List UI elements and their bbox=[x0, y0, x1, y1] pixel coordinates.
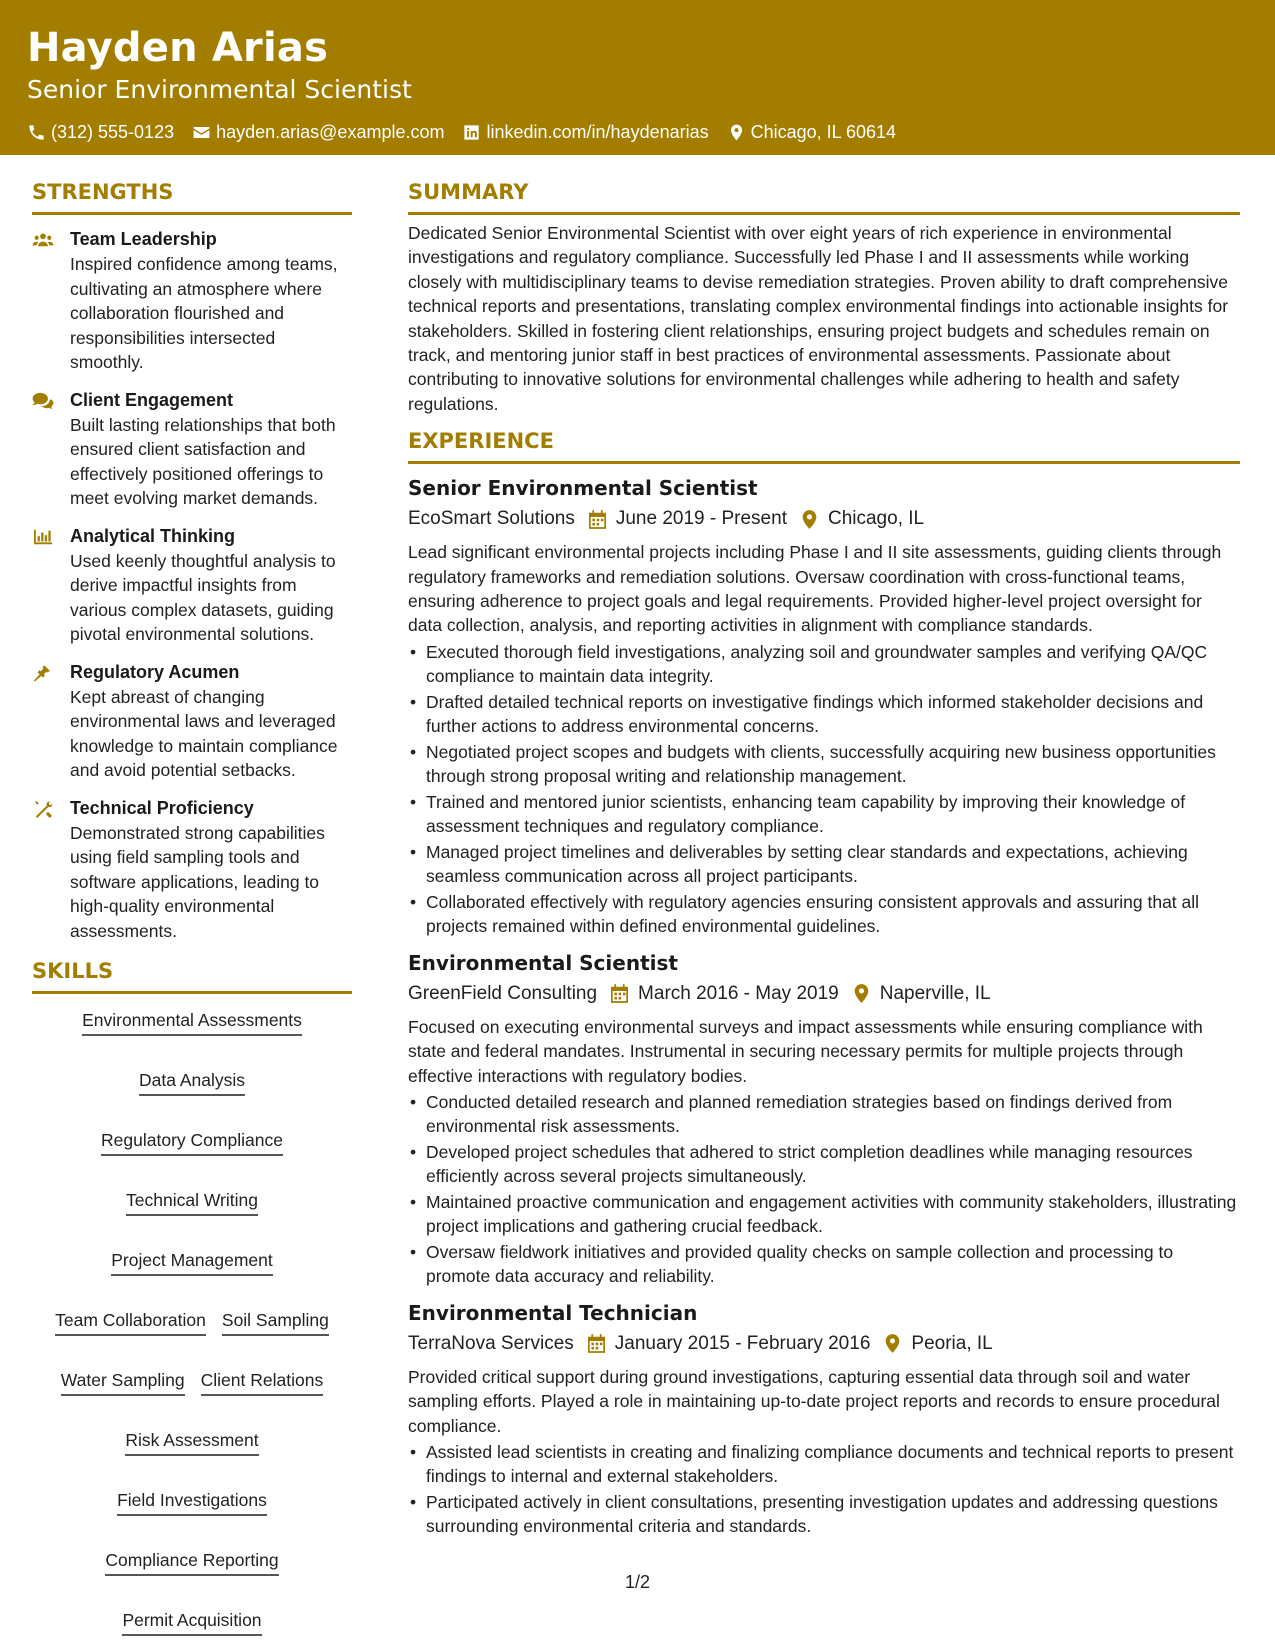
job-bullet: • Oversaw fieldwork initiatives and provided quality checks on sample collection and processing to promote data accuracy and reliability. bbox=[408, 1240, 1240, 1289]
job-dates: June 2019 - Present bbox=[615, 508, 787, 530]
job-entry bbox=[408, 949, 1240, 1289]
skill-tag: Data Analysis bbox=[139, 1068, 245, 1096]
strength-item bbox=[32, 524, 352, 647]
job-bullets bbox=[408, 640, 1240, 939]
strength-description: Used keenly thoughtful analysis to derive impactful insights from various complex datasets, guiding pivotal environmental solutions. bbox=[70, 550, 336, 644]
job-entry bbox=[408, 474, 1240, 938]
skill-tag: Client Relations bbox=[201, 1368, 324, 1396]
contact-bar bbox=[27, 122, 1248, 143]
candidate-headline: Senior Environmental Scientist bbox=[27, 75, 412, 104]
strength-item bbox=[32, 660, 352, 783]
job-bullet: • Trained and mentored junior scientists, enhancing team capability by improving their knowledge of assessment techniques and regulatory compliance. bbox=[408, 790, 1240, 839]
job-location: Peoria, IL bbox=[911, 1332, 993, 1354]
job-bullet: • Developed project schedules that adhered to strict completion deadlines while managing resources efficiently across several projects simultaneously. bbox=[408, 1140, 1240, 1189]
calendar-icon bbox=[611, 984, 628, 1003]
job-company: GreenField Consulting bbox=[408, 982, 598, 1004]
job-title: Environmental Scientist bbox=[408, 950, 678, 975]
skill-tag: Project Management bbox=[111, 1248, 272, 1276]
job-description: Lead significant environmental projects including Phase I and II site assessments, guiding clients through regulatory frameworks and remediation solutions. Oversaw coordination with cross-functional teams, ensuring adherence to project goals and legal requirements. Provided higher-level project oversight for data collection, analysis, and reporting activities in alignment with compliance standards. bbox=[408, 542, 1222, 636]
linkedin-icon bbox=[462, 123, 481, 142]
summary-heading: SUMMARY bbox=[408, 177, 1240, 215]
calendar-icon bbox=[589, 510, 606, 529]
right-column bbox=[408, 177, 1240, 1540]
strength-description: Demonstrated strong capabilities using field sampling tools and software applications, leading to high-quality environmental assessments. bbox=[70, 822, 325, 941]
tools-icon bbox=[32, 800, 54, 818]
skill-tag: Field Investigations bbox=[117, 1488, 267, 1516]
page-number: 1/2 bbox=[624, 1572, 651, 1592]
strength-item bbox=[32, 227, 352, 375]
users-icon bbox=[32, 231, 54, 249]
job-meta bbox=[408, 979, 1240, 1009]
job-dates: January 2015 - February 2016 bbox=[614, 1332, 871, 1354]
contact-email[interactable] bbox=[192, 122, 444, 143]
job-bullets bbox=[408, 1440, 1240, 1539]
calendar-icon bbox=[588, 1334, 605, 1353]
strength-title: Regulatory Acumen bbox=[70, 661, 240, 682]
skill-tag: Risk Assessment bbox=[125, 1428, 258, 1456]
skill-tag: Soil Sampling bbox=[222, 1308, 329, 1336]
strength-title: Technical Proficiency bbox=[70, 797, 254, 818]
job-bullet: • Assisted lead scientists in creating and finalizing compliance documents and technical reports to present findings to internal and external stakeholders. bbox=[408, 1440, 1240, 1489]
job-meta bbox=[408, 504, 1240, 534]
strengths-heading: STRENGTHS bbox=[32, 177, 352, 215]
phone-text: (312) 555-0123 bbox=[51, 122, 175, 142]
job-bullet: • Participated actively in client consultations, presenting investigation updates and addressing questions surrounding environmental criteria and standards. bbox=[408, 1490, 1240, 1539]
candidate-name: Hayden Arias bbox=[27, 25, 329, 71]
skills-heading: SKILLS bbox=[32, 956, 352, 994]
strength-description: Built lasting relationships that both ensured client satisfaction and effectively positioned offerings to meet evolving market demands. bbox=[70, 414, 336, 508]
job-bullet: • Collaborated effectively with regulatory agencies ensuring consistent approvals and assuring that all projects remained within defined environmental guidelines. bbox=[408, 890, 1240, 939]
strengths-list bbox=[32, 227, 352, 943]
email-text: hayden.arias@example.com bbox=[216, 122, 445, 142]
job-description: Provided critical support during ground investigations, capturing essential data through soil and water sampling efforts. Played a role in maintaining up-to-date project reports and records to ensure procedural compliance. bbox=[408, 1366, 1220, 1436]
linkedin-text: linkedin.com/in/haydenarias bbox=[486, 122, 709, 142]
job-bullet: • Conducted detailed research and planned remediation strategies based on findings derived from environmental risk assessments. bbox=[408, 1090, 1240, 1139]
summary-text: Dedicated Senior Environmental Scientist with over eight years of rich experience in environmental investigations and regulatory compliance. Successfully led Phase I and II assessments while working closely with multidisciplinary teams to devise remediation strategies. Proven ability to draft comprehensive technical reports and presentations, translating complex environmental findings into actionable insights for stakeholders. Skilled in fostering client relationships, ensuring project budgets and schedules remain on track, and mentoring junior staff in best practices of environmental assessments. Passionate about contributing to innovative solutions for environmental challenges while adhering to health and safety regulations. bbox=[408, 223, 1229, 414]
skill-tag: Regulatory Compliance bbox=[101, 1128, 283, 1156]
job-entry bbox=[408, 1299, 1240, 1539]
job-description: Focused on executing environmental surveys and impact assessments while ensuring compliance with state and federal mandates. Instrumental in securing necessary permits for multiple projects through effective interactions with regulatory bodies. bbox=[408, 1016, 1203, 1086]
contact-location bbox=[727, 122, 896, 143]
job-title: Environmental Technician bbox=[408, 1300, 698, 1325]
job-bullet: • Executed thorough field investigations, analyzing soil and groundwater samples and verifying QA/QC compliance to maintain data integrity. bbox=[408, 640, 1240, 689]
experience-heading: EXPERIENCE bbox=[408, 426, 1240, 464]
resume-header bbox=[0, 0, 1275, 155]
location-pin-icon bbox=[727, 123, 746, 142]
chart-icon bbox=[32, 528, 54, 546]
location-pin-icon bbox=[853, 984, 870, 1003]
strength-item bbox=[32, 388, 352, 511]
gavel-icon bbox=[32, 664, 54, 682]
skill-tag: Permit Acquisition bbox=[122, 1608, 261, 1636]
job-bullets bbox=[408, 1090, 1240, 1289]
strength-item bbox=[32, 796, 352, 944]
location-pin-icon bbox=[801, 510, 818, 529]
job-location: Naperville, IL bbox=[879, 982, 991, 1004]
location-pin-icon bbox=[884, 1334, 901, 1353]
location-text: Chicago, IL 60614 bbox=[750, 122, 897, 142]
skill-tag: Compliance Reporting bbox=[105, 1548, 278, 1576]
phone-icon bbox=[27, 123, 46, 142]
left-column bbox=[32, 177, 352, 1636]
strength-description: Inspired confidence among teams, cultivating an atmosphere where collaboration flourished and responsibilities intersected smoothly. bbox=[70, 254, 338, 372]
job-bullet: • Maintained proactive communication and engagement activities with community stakeholders, illustrating project implications and gathering crucial feedback. bbox=[408, 1190, 1240, 1239]
strength-title: Analytical Thinking bbox=[70, 525, 236, 546]
strength-description: Kept abreast of changing environmental laws and leveraged knowledge to maintain compliance and avoid potential setbacks. bbox=[70, 686, 338, 780]
strength-title: Team Leadership bbox=[70, 229, 217, 249]
skill-tag: Team Collaboration bbox=[55, 1308, 206, 1336]
skill-tag: Environmental Assessments bbox=[82, 1008, 302, 1036]
envelope-icon bbox=[192, 123, 211, 142]
job-bullet: • Managed project timelines and deliverables by setting clear standards and expectations, achieving seamless communication across all project participants. bbox=[408, 840, 1240, 889]
comments-icon bbox=[32, 392, 54, 410]
job-title: Senior Environmental Scientist bbox=[408, 476, 758, 501]
job-dates: March 2016 - May 2019 bbox=[638, 982, 839, 1004]
skill-tag: Technical Writing bbox=[126, 1188, 258, 1216]
skill-tag: Water Sampling bbox=[61, 1368, 185, 1396]
contact-linkedin[interactable] bbox=[462, 122, 708, 143]
contact-phone[interactable] bbox=[27, 122, 174, 143]
job-company: EcoSmart Solutions bbox=[408, 508, 575, 530]
job-location: Chicago, IL bbox=[827, 508, 925, 530]
job-company: TerraNova Services bbox=[408, 1332, 574, 1354]
job-bullet: • Drafted detailed technical reports on investigative findings which informed stakeholder decisions and further actions to address environmental concerns. bbox=[408, 690, 1240, 739]
job-bullet: • Negotiated project scopes and budgets with clients, successfully acquiring new business opportunities through strong proposal writing and relationship management. bbox=[408, 740, 1240, 789]
skills-list bbox=[32, 1008, 352, 1636]
strength-title: Client Engagement bbox=[70, 389, 234, 410]
job-meta bbox=[408, 1329, 1240, 1359]
